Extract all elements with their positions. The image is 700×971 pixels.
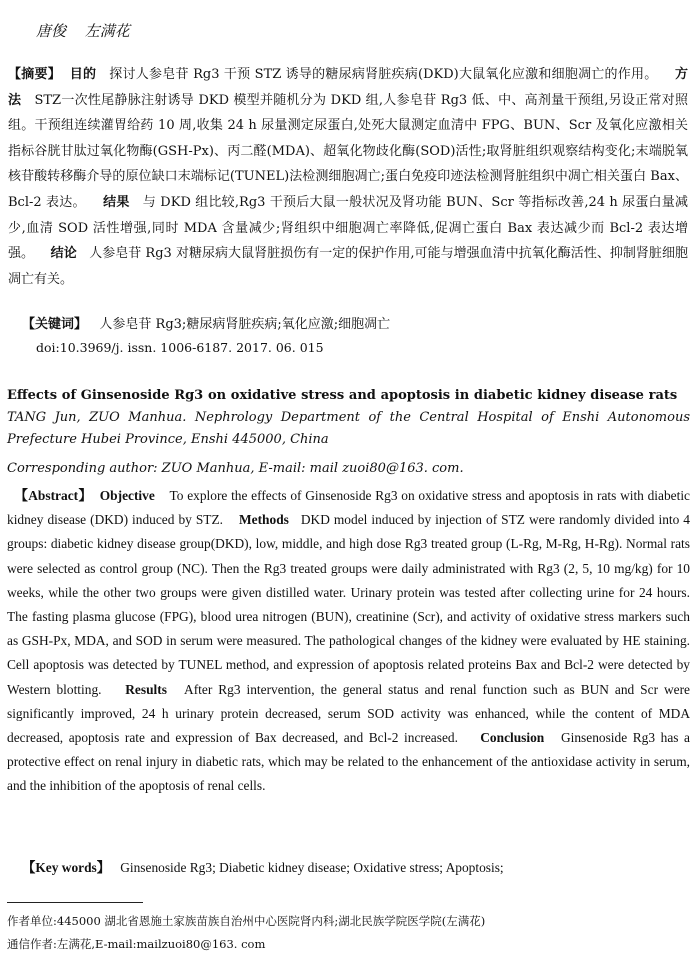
objective-text: 探讨人参皂苷 Rg3 干预 STZ 诱导的糖尿病肾脏疾病(DKD)大鼠氧化应激和细胞凋亡的作用。 <box>109 67 658 82</box>
objective-label: Objective <box>99 488 155 503</box>
methods-label: Methods <box>239 512 289 528</box>
english-title-block <box>7 385 690 451</box>
author-list-zh <box>36 20 144 41</box>
results-label: Results <box>125 681 167 697</box>
keywords-text: Ginsenoside Rg3; Diabetic kidney disease; Oxidative stress; Apoptosis; <box>120 860 504 875</box>
english-authors-affiliation: TANG Jun, ZUO Manhua. Nephrology Department of the Central Hospital of Enshi Autonomous Prefecture Hubei Province, Enshi 445000, China <box>7 410 690 447</box>
objective-text: To explore the effects of Ginsenoside Rg3 on oxidative stress and apoptosis in rats with diabetic kidney disease (DKD) induced by STZ. <box>7 488 690 528</box>
footnote-divider <box>7 902 143 903</box>
english-title: Effects of Ginsenoside Rg3 on oxidative stress and apoptosis in diabetic kidney disease rats <box>7 388 678 403</box>
methods-text: STZ一次性尾静脉注射诱导 DKD 模型并随机分为 DKD 组,人参皂苷 Rg3 低、中、高剂量干预组,另设正常对照组。干预组连续灌胃给药 10 周,收集 24 h 尿量测定尿蛋白,处死大鼠测定血清中 FPG、BUN、Scr 及氧化应激相关指标谷胱甘肽过氧化物酶(GSH-Px)、丙二醛(MDA)、超氧化物歧化酶(SOD)活性;取肾脏组织观察结构变化;末端脱氧核苷酸转移酶介导的原位缺口末端标记(TUNEL)法检测细胞凋亡;蛋白免疫印迹法检测肾脏组织中凋亡相关蛋白 Bax、Bcl-2 表达。 <box>8 92 688 210</box>
english-abstract <box>7 484 690 799</box>
results-label: 结果 <box>103 194 130 210</box>
corresponding-author: Corresponding author: ZUO Manhua, E-mail: mail zuoi80@163. com. <box>7 461 464 476</box>
results-text: After Rg3 intervention, the general status and renal function such as BUN and Scr were significantly improved, 24 h urinary protein decreased, serum SOD activity was enhanced, while the content of MDA decreased, apoptosis rate and expression of Bax decreased, and Bcl-2 increased. <box>7 681 690 746</box>
doi: doi:10.3969/j. issn. 1006-6187. 2017. 06. 015 <box>36 340 324 355</box>
objective-label: 目的 <box>69 67 97 82</box>
results-text: 与 DKD 组比较,Rg3 干预后大鼠一般状况及肾功能 BUN、Scr 等指标改善,24 h 尿蛋白量减少,血清 SOD 活性增强,同时 MDA 含量减少;肾组织中细胞凋亡率降低,促凋亡蛋白 Bax 表达减少而 Bcl-2 表达增强。 <box>8 194 689 262</box>
footnote-correspondence: 通信作者:左满花,E-mail:mailzuoi80@163. com <box>7 937 266 951</box>
conclusion-label: Conclusion <box>480 730 545 746</box>
keywords-label: 【Key words】 <box>22 860 111 875</box>
keywords-text: 人参皂苷 Rg3;糖尿病肾脏疾病;氧化应激;细胞凋亡 <box>99 317 391 332</box>
chinese-abstract <box>8 62 688 292</box>
conclusion-label: 结论 <box>50 246 77 262</box>
author-name: 左满花 <box>84 22 130 40</box>
author-name: 唐俊 <box>36 22 67 40</box>
abstract-label: 【摘要】 <box>8 67 61 82</box>
chinese-keywords <box>22 313 390 337</box>
footnote-affiliation: 作者单位:445000 湖北省恩施土家族苗族自治州中心医院肾内科;湖北民族学院医学院(左满花) <box>7 914 486 928</box>
abstract-label: 【Abstract】 <box>14 488 93 503</box>
conclusion-text: Ginsenoside Rg3 has a protective effect on renal injury in diabetic rats, which may be related to the enhancement of the antioxidase activity in serum, and the inhibition of the apoptosis of renal cells. <box>7 730 691 794</box>
methods-text: DKD model induced by injection of STZ were randomly divided into 4 groups: diabetic kidney disease group(DKD), low, middle, and high dose Rg3 treated group (L-Rg, M-Rg, H-Rg). Normal rats were selected as control group (NC). Then the Rg3 treated groups were daily administrated with Rg3 (2, 5, 10 mg/kg) for 10 weeks, while the other two groups were given distilled water. Urinary protein was tested after collecting urine for 24 hours. The fasting plasma glucose (FPG), blood urea nitrogen (BUN), creatinine (Scr), and activity of oxidative stress markers such as GSH-Px, MDA, and SOD in serum were measured. The pathological changes of the kidney were evaluated by HE staining. Cell apoptosis was detected by TUNEL method, and expression of apoptosis related proteins Bax and Bcl-2 were detected by Western blotting. <box>7 512 691 697</box>
keywords-label: 【关键词】 <box>22 317 88 332</box>
methods-label: 方法 <box>8 67 688 108</box>
english-keywords <box>22 857 504 879</box>
conclusion-text: 人参皂苷 Rg3 对糖尿病大鼠肾脏损伤有一定的保护作用,可能与增强血清中抗氧化酶活性、抑制肾脏细胞凋亡有关。 <box>8 246 688 287</box>
